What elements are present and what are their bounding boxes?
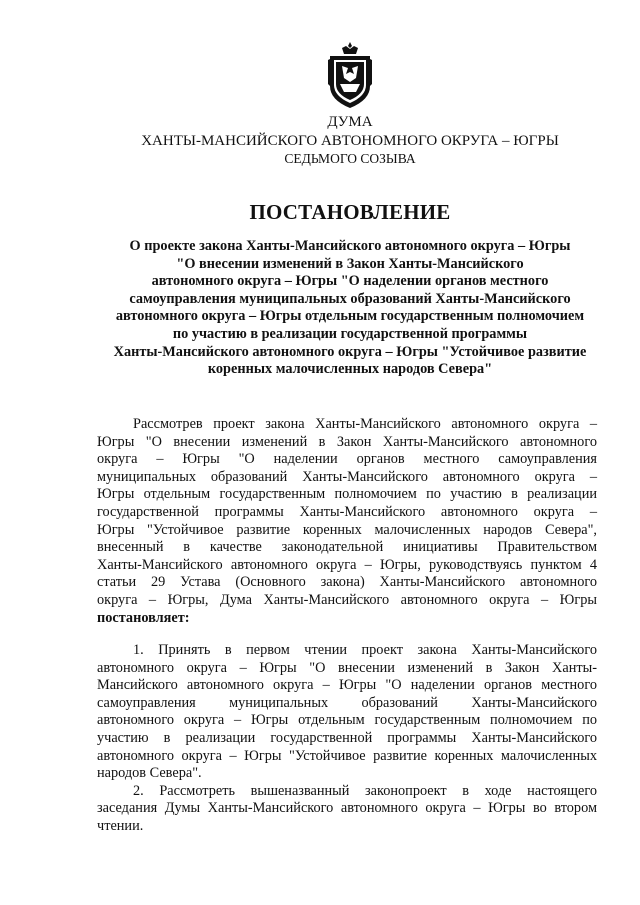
item-2-line: 2. Рассмотреть вышеназванный законопроект в ходе настоящего	[133, 782, 597, 799]
subject-line: самоуправления муниципальных образований Ханты-Мансийского	[129, 290, 571, 307]
subject-line: "О внесении изменений в Закон Ханты-Мансийского	[176, 255, 524, 272]
subject-line: Ханты-Мансийского автономного округа – Югры "Устойчивое развитие	[113, 343, 587, 360]
item-1-line: автономного округа – Югры "Устойчивое развитие коренных малочисленных	[97, 747, 597, 764]
document-type: ПОСТАНОВЛЕНИЕ	[249, 200, 451, 224]
preamble-line: Югры "Устойчивое развитие коренных малочисленных народов Севера",	[97, 521, 597, 538]
preamble-paragraph	[97, 416, 597, 627]
item-1-line: Мансийского автономного округа – Югры "О наделении органов местного	[97, 677, 597, 694]
subject-line: О проекте закона Ханты-Мансийского автономного округа – Югры	[129, 238, 571, 254]
item-2-line: заседания Думы Ханты-Мансийского автономного округа – Югры во втором	[97, 800, 597, 817]
resolution-items	[97, 642, 597, 836]
document-subject	[80, 238, 620, 379]
org-name: ДУМА	[327, 114, 373, 130]
convocation: СЕДЬМОГО СОЗЫВА	[284, 151, 416, 166]
preamble-line: государственной программы Ханты-Мансийского автономного округа –	[97, 503, 597, 520]
preamble-line: округа – Югры "О наделении органов местного самоуправления	[97, 451, 597, 468]
item-1-line: народов Севера".	[97, 765, 202, 782]
resolves-keyword: постановляет:	[97, 609, 190, 626]
coat-of-arms-icon	[326, 40, 374, 110]
item-1-line: 1. Принять в первом чтении проект закона Ханты-Мансийского	[133, 642, 597, 658]
preamble-line: статьи 29 Устава (Основного закона) Ханты-Мансийского автономного	[97, 574, 597, 591]
preamble-line: Рассмотрев проект закона Ханты-Мансийского автономного округа –	[133, 416, 597, 432]
preamble-line: округа – Югры, Дума Ханты-Мансийского автономного округа – Югры	[97, 591, 597, 608]
preamble-line: Югры "О внесении изменений в Закон Ханты-Мансийского автономного	[97, 433, 597, 450]
item-1-line: участию в реализации государственной программы Ханты-Мансийского	[97, 729, 597, 746]
subject-line: автономного округа – Югры отдельным государственным полномочием	[115, 308, 585, 325]
item-1-line: самоуправления муниципальных образований Ханты-Мансийского	[97, 694, 597, 711]
item-1-line: автономного округа – Югры "О внесении изменений в Закон Ханты-	[97, 659, 597, 676]
item-2-line: чтении.	[97, 817, 144, 834]
item-1-line: автономного округа – Югры отдельным государственным полномочием по	[97, 712, 597, 729]
preamble-line: Югры отдельным государственным полномочием по участию в реализации	[97, 486, 597, 503]
preamble-line: внесенный в качестве законодательной инициативы Правительством	[97, 539, 597, 556]
subject-line: коренных малочисленных народов Севера"	[207, 361, 493, 378]
preamble-line: муниципальных образований Ханты-Мансийского автономного округа –	[97, 468, 597, 485]
subject-line: автономного округа – Югры "О наделении органов местного	[151, 273, 549, 290]
region-name: ХАНТЫ-МАНСИЙСКОГО АВТОНОМНОГО ОКРУГА – ЮГРЫ	[141, 133, 559, 149]
subject-line: по участию в реализации государственной программы	[172, 325, 528, 342]
preamble-line: Ханты-Мансийского автономного округа – Югры, руководствуясь пунктом 4	[97, 556, 597, 573]
